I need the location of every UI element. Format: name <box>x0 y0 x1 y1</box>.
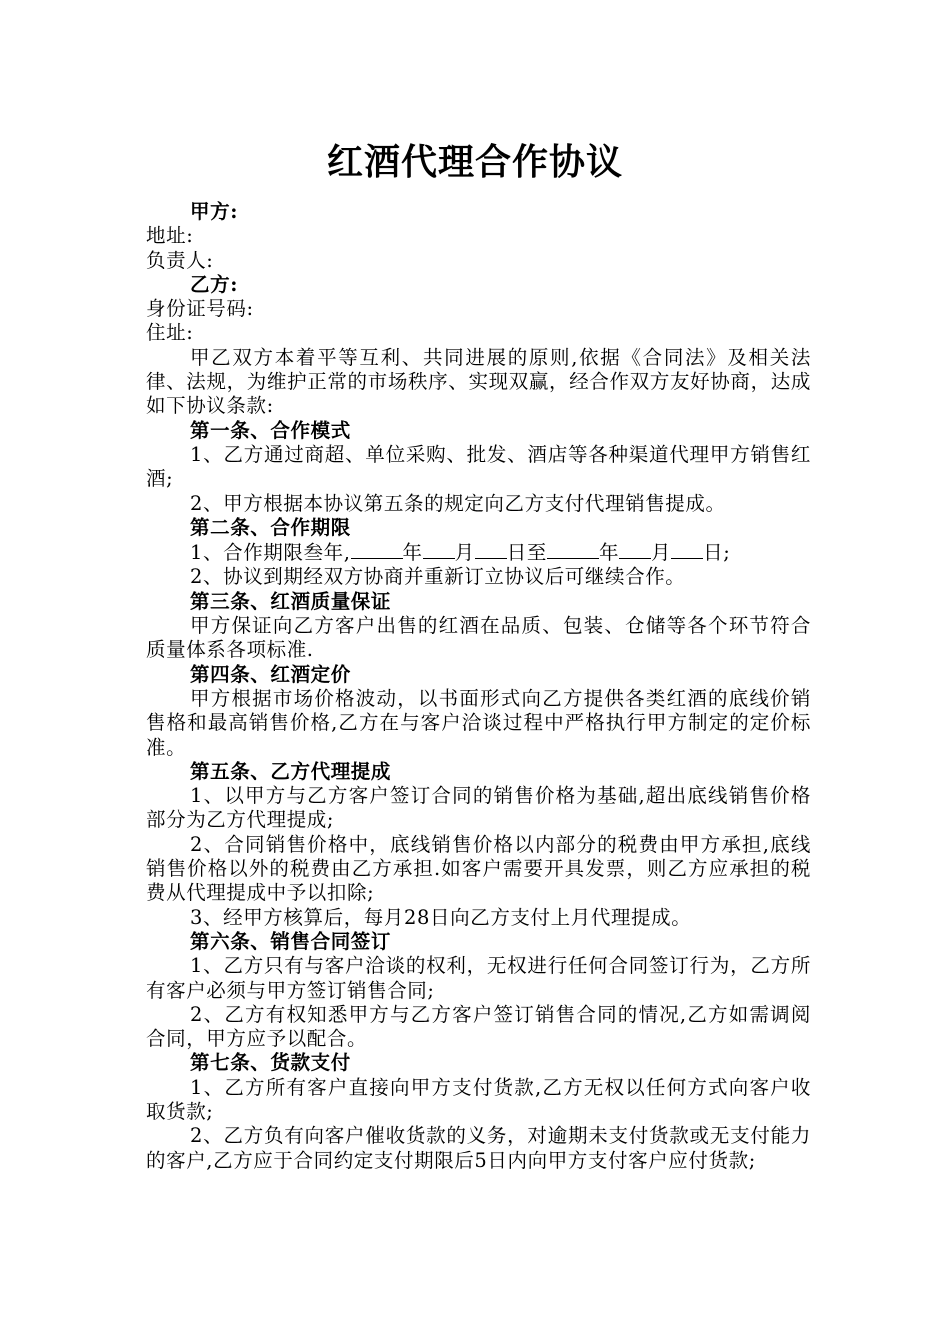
article-heading: 第一条、合作模式 <box>190 418 351 442</box>
article-paragraph: 3、经甲方核算后，每月28日向乙方支付上月代理提成。 <box>190 905 692 929</box>
blank-field <box>619 540 651 559</box>
party-b-id-label: 身份证号码: <box>146 297 254 321</box>
article-heading: 第三条、红酒质量保证 <box>190 589 392 613</box>
article-heading: 第四条、红酒定价 <box>190 662 351 686</box>
blank-field <box>351 540 403 559</box>
blank-field <box>547 540 599 559</box>
party-b-label: 乙方: <box>190 272 238 296</box>
article-paragraph: 2、乙方负有向客户催收货款的义务，对逾期未支付货款或无支付能力的客户,乙方应于合同约定支付期限后5日内向甲方支付客户应付货款; <box>146 1124 811 1172</box>
blank-field <box>671 540 703 559</box>
article-paragraph: 甲方保证向乙方客户出售的红酒在品质、包装、仓储等各个环节符合质量体系各项标准. <box>146 614 811 662</box>
term-line <box>146 540 811 565</box>
article-paragraph: 1、以甲方与乙方客户签订合同的销售价格为基础,超出底线销售价格部分为乙方代理提成; <box>146 784 811 832</box>
contract-body <box>146 200 811 1173</box>
article-paragraph: 1、乙方通过商超、单位采购、批发、酒店等各种渠道代理甲方销售红酒; <box>146 442 811 491</box>
blank-field <box>475 540 507 559</box>
term-month-start: 月 <box>454 541 475 565</box>
term-month-end: 月 <box>651 541 672 565</box>
article-paragraph: 甲方根据市场价格波动，以书面形式向乙方提供各类红酒的底线价销售格和最高销售价格,乙方在与客户洽谈过程中严格执行甲方制定的定价标准。 <box>146 686 811 759</box>
term-year-end: 年 <box>598 541 620 565</box>
party-a-label: 甲方: <box>190 200 238 223</box>
term-year-start: 年 <box>402 541 423 565</box>
blank-field <box>423 540 455 559</box>
term-day-start: 日至 <box>506 541 547 565</box>
party-a-address-label: 地址: <box>146 224 194 248</box>
party-b-address-label: 住址: <box>146 321 194 345</box>
term-day-end: 日; <box>703 541 731 565</box>
article-paragraph: 2、乙方有权知悉甲方与乙方客户签订销售合同的情况,乙方如需调阅合同，甲方应予以配合。 <box>146 1002 811 1051</box>
page-title: 红酒代理合作协议 <box>326 141 623 183</box>
article-paragraph: 1、乙方所有客户直接向甲方支付货款,乙方无权以任何方式向客户收取货款; <box>146 1075 811 1123</box>
article-heading: 第六条、销售合同签订 <box>190 929 392 953</box>
article-paragraph: 2、甲方根据本协议第五条的规定向乙方支付代理销售提成。 <box>190 491 726 515</box>
article-heading: 第二条、合作期限 <box>190 515 351 539</box>
article-paragraph: 2、协议到期经双方协商并重新订立协议后可继续合作。 <box>190 565 686 589</box>
article-paragraph: 2、合同销售价格中，底线销售价格以内部分的税费由甲方承担,底线销售价格以外的税费由乙方承担.如客户需要开具发票，则乙方应承担的税费从代理提成中予以扣除; <box>146 832 811 905</box>
preamble-paragraph: 甲乙双方本着平等互利、共同进展的原则,依据《合同法》及相关法律、法规，为维护正常的市场秩序、实现双赢，经合作双方友好协商，达成如下协议条款: <box>146 345 811 418</box>
party-a-person-label: 负责人: <box>146 248 214 272</box>
article-heading: 第七条、货款支付 <box>190 1051 351 1075</box>
article-heading: 第五条、乙方代理提成 <box>190 759 392 783</box>
article-paragraph: 1、乙方只有与客户洽谈的权利，无权进行任何合同签订行为，乙方所有客户必须与甲方签订销售合同; <box>146 954 811 1002</box>
term-prefix: 1、合作期限叁年, <box>190 541 351 565</box>
